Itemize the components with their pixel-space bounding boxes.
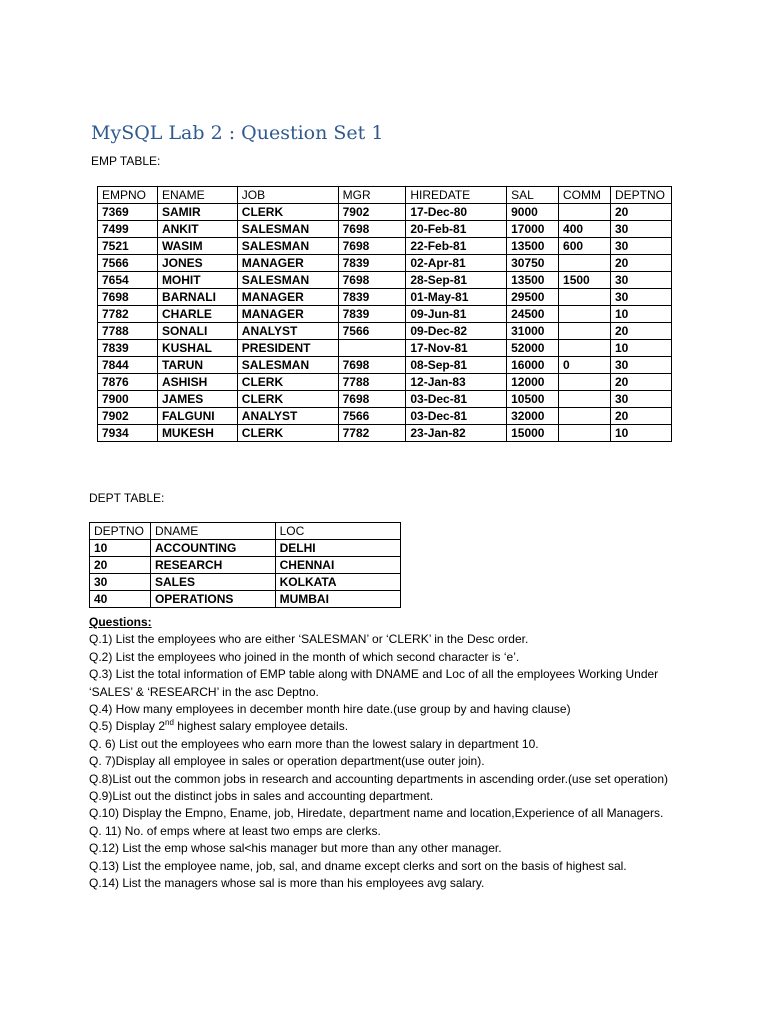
emp-table-cell: 52000 <box>507 340 559 357</box>
emp-header-row <box>98 187 672 204</box>
dept-table-row <box>90 574 401 591</box>
question-text: Q.14) List the managers whose sal is more than his employees avg salary. <box>89 876 485 891</box>
emp-table-cell: 03-Dec-81 <box>406 391 507 408</box>
emp-table-cell: 7369 <box>98 204 158 221</box>
dept-table-cell: 10 <box>90 540 151 557</box>
emp-table-cell: 12-Jan-83 <box>406 374 507 391</box>
question-text-rest: highest salary employee details. <box>173 719 349 734</box>
emp-header-cell: EMPNO <box>98 187 158 204</box>
emp-table-cell: 01-May-81 <box>406 289 507 306</box>
emp-table-cell: 7900 <box>98 391 158 408</box>
dept-table-row <box>90 540 401 557</box>
emp-table-cell: 10500 <box>507 391 559 408</box>
emp-header-cell: DEPTNO <box>610 187 671 204</box>
emp-table-cell: 10 <box>610 425 671 442</box>
emp-table-cell: 30 <box>610 272 671 289</box>
emp-table-cell: 7499 <box>98 221 158 238</box>
question-item <box>89 858 679 875</box>
emp-table-row <box>98 323 672 340</box>
emp-table-cell: 7566 <box>98 255 158 272</box>
emp-table-cell <box>559 425 611 442</box>
emp-table-cell: 7839 <box>338 255 406 272</box>
emp-table-cell: 0 <box>559 357 611 374</box>
question-item <box>89 753 679 770</box>
question-item <box>89 701 679 718</box>
emp-header-cell: HIREDATE <box>406 187 507 204</box>
ordinal-suffix: nd <box>165 718 174 728</box>
emp-table-cell: 7566 <box>338 323 406 340</box>
dept-table-cell: ACCOUNTING <box>150 540 275 557</box>
emp-table-row <box>98 357 672 374</box>
emp-table-row <box>98 425 672 442</box>
emp-table-cell: 13500 <box>507 238 559 255</box>
emp-table-cell: 09-Jun-81 <box>406 306 507 323</box>
emp-table-cell: 17-Nov-81 <box>406 340 507 357</box>
emp-table-cell: 7698 <box>98 289 158 306</box>
emp-table-cell: CLERK <box>237 204 338 221</box>
emp-table-cell: WASIM <box>157 238 237 255</box>
dept-table-row <box>90 591 401 608</box>
dept-table-cell: MUMBAI <box>275 591 400 608</box>
emp-table-cell: 7902 <box>338 204 406 221</box>
emp-table-cell: 30 <box>610 238 671 255</box>
emp-table-cell: SALESMAN <box>237 357 338 374</box>
emp-table-cell: 30 <box>610 289 671 306</box>
emp-table-cell: 30 <box>610 221 671 238</box>
emp-table-cell: 600 <box>559 238 611 255</box>
dept-table-cell: SALES <box>150 574 275 591</box>
emp-table-row <box>98 238 672 255</box>
emp-table-cell: 29500 <box>507 289 559 306</box>
dept-table-cell: KOLKATA <box>275 574 400 591</box>
question-text: Q. 6) List out the employees who earn more than the lowest salary in department 10. <box>89 736 539 751</box>
emp-table-cell: CLERK <box>237 391 338 408</box>
emp-table-cell: SALESMAN <box>237 272 338 289</box>
question-text: Q.5) Display 2 <box>89 719 166 734</box>
emp-table-row <box>98 289 672 306</box>
emp-table-cell: 7521 <box>98 238 158 255</box>
question-text: Q.9)List out the distinct jobs in sales and accounting department. <box>89 789 434 804</box>
emp-table-cell: 22-Feb-81 <box>406 238 507 255</box>
emp-table-cell: 7698 <box>338 238 406 255</box>
emp-table-cell: CLERK <box>237 425 338 442</box>
emp-table-cell: CLERK <box>237 374 338 391</box>
emp-table-cell: 7902 <box>98 408 158 425</box>
dept-table-cell: OPERATIONS <box>150 591 275 608</box>
emp-header-cell: JOB <box>237 187 338 204</box>
emp-table-cell: 30 <box>610 391 671 408</box>
question-item <box>89 736 679 753</box>
question-item <box>89 631 679 648</box>
dept-header-row <box>90 523 401 540</box>
questions-heading: Questions: <box>89 615 152 629</box>
question-text: Q.10) Display the Empno, Ename, job, Hiredate, department name and location,Experience of all Managers. <box>89 806 664 821</box>
emp-table-cell: MANAGER <box>237 289 338 306</box>
dept-table-cell: 20 <box>90 557 151 574</box>
emp-table-cell: 20 <box>610 255 671 272</box>
emp-header-cell: MGR <box>338 187 406 204</box>
emp-table-cell: 7698 <box>338 391 406 408</box>
question-text: Q.4) How many employees in december month hire date.(use group by and having clause) <box>89 702 571 717</box>
emp-table-row <box>98 408 672 425</box>
emp-table-cell: SONALI <box>157 323 237 340</box>
question-item <box>89 771 679 788</box>
emp-table-cell: 16000 <box>507 357 559 374</box>
emp-table-cell <box>559 289 611 306</box>
emp-table-row <box>98 340 672 357</box>
emp-table-row <box>98 204 672 221</box>
emp-table-cell: 20 <box>610 204 671 221</box>
emp-table <box>97 186 672 442</box>
question-text: Q.12) List the emp whose sal<his manager but more than any other manager. <box>89 841 502 856</box>
emp-table-cell: 09-Dec-82 <box>406 323 507 340</box>
emp-table-cell: 7788 <box>338 374 406 391</box>
emp-table-cell: 20 <box>610 408 671 425</box>
emp-table-cell: ANALYST <box>237 323 338 340</box>
emp-table-cell: 32000 <box>507 408 559 425</box>
emp-table-cell: 10 <box>610 306 671 323</box>
dept-table-cell: 30 <box>90 574 151 591</box>
emp-table-cell: 24500 <box>507 306 559 323</box>
emp-table-cell: 10 <box>610 340 671 357</box>
emp-table-cell: SALESMAN <box>237 238 338 255</box>
emp-table-cell: ANALYST <box>237 408 338 425</box>
emp-header-cell: COMM <box>559 187 611 204</box>
dept-header-cell: DNAME <box>150 523 275 540</box>
emp-table-cell: 03-Dec-81 <box>406 408 507 425</box>
emp-table-row <box>98 221 672 238</box>
emp-table-cell: 15000 <box>507 425 559 442</box>
dept-table-label: DEPT TABLE: <box>89 491 165 505</box>
question-text: Q.8)List out the common jobs in research and accounting departments in ascending order.(use set operation) <box>89 771 668 786</box>
emp-table-row <box>98 255 672 272</box>
question-text: Q.1) List the employees who are either ‘SALESMAN’ or ‘CLERK’ in the Desc order. <box>89 632 529 647</box>
emp-table-cell <box>559 374 611 391</box>
question-item <box>89 666 679 701</box>
emp-table-cell: 20 <box>610 323 671 340</box>
emp-table-cell: 20-Feb-81 <box>406 221 507 238</box>
emp-table-cell: JONES <box>157 255 237 272</box>
emp-table-cell: ANKIT <box>157 221 237 238</box>
emp-table-cell: 7934 <box>98 425 158 442</box>
question-item <box>89 840 679 857</box>
emp-table-cell: MUKESH <box>157 425 237 442</box>
emp-table-cell: FALGUNI <box>157 408 237 425</box>
emp-table-cell: 13500 <box>507 272 559 289</box>
dept-table <box>89 522 401 608</box>
emp-table-cell: CHARLE <box>157 306 237 323</box>
emp-table-cell: MANAGER <box>237 306 338 323</box>
emp-table-cell: 31000 <box>507 323 559 340</box>
question-item <box>89 805 679 822</box>
emp-table-cell <box>559 255 611 272</box>
emp-table-cell: 1500 <box>559 272 611 289</box>
question-item <box>89 718 679 735</box>
emp-table-cell: MOHIT <box>157 272 237 289</box>
emp-table-cell: 7782 <box>98 306 158 323</box>
question-text: Q.3) List the total information of EMP table along with DNAME and Loc of all the employees Working Under ‘SALES’ & ‘RESEARCH’ in the asc Deptno. <box>89 667 659 699</box>
emp-table-cell: 23-Jan-82 <box>406 425 507 442</box>
emp-table-cell: ASHISH <box>157 374 237 391</box>
emp-table-cell: 7876 <box>98 374 158 391</box>
dept-header-cell: LOC <box>275 523 400 540</box>
question-item <box>89 875 679 892</box>
question-item <box>89 649 679 666</box>
questions-section <box>89 614 679 893</box>
emp-table-cell: 17-Dec-80 <box>406 204 507 221</box>
emp-table-cell: KUSHAL <box>157 340 237 357</box>
dept-table-cell: 40 <box>90 591 151 608</box>
dept-table-cell: CHENNAI <box>275 557 400 574</box>
emp-table-cell <box>559 306 611 323</box>
dept-table-cell: DELHI <box>275 540 400 557</box>
emp-table-cell: 7839 <box>98 340 158 357</box>
emp-table-cell <box>559 391 611 408</box>
question-item <box>89 788 679 805</box>
question-text: Q. 7)Display all employee in sales or operation department(use outer join). <box>89 754 485 769</box>
emp-table-cell: 30 <box>610 357 671 374</box>
question-text: Q.2) List the employees who joined in the month of which second character is ‘e’. <box>89 649 520 664</box>
emp-table-cell: BARNALI <box>157 289 237 306</box>
emp-table-cell: 7566 <box>338 408 406 425</box>
emp-table-cell: 7698 <box>338 357 406 374</box>
emp-table-cell <box>338 340 406 357</box>
emp-table-cell <box>559 340 611 357</box>
emp-table-cell: 02-Apr-81 <box>406 255 507 272</box>
emp-table-row <box>98 272 672 289</box>
emp-table-cell: 17000 <box>507 221 559 238</box>
emp-table-cell: 7844 <box>98 357 158 374</box>
emp-header-cell: SAL <box>507 187 559 204</box>
emp-table-cell: 400 <box>559 221 611 238</box>
emp-table-cell: 9000 <box>507 204 559 221</box>
dept-header-cell: DEPTNO <box>90 523 151 540</box>
dept-table-cell: RESEARCH <box>150 557 275 574</box>
emp-table-cell <box>559 323 611 340</box>
emp-table-cell: 12000 <box>507 374 559 391</box>
dept-table-row <box>90 557 401 574</box>
emp-table-cell <box>559 204 611 221</box>
emp-table-cell: 20 <box>610 374 671 391</box>
emp-table-row <box>98 306 672 323</box>
emp-table-cell: 28-Sep-81 <box>406 272 507 289</box>
question-item <box>89 823 679 840</box>
emp-table-cell: TARUN <box>157 357 237 374</box>
questions-list <box>89 631 679 892</box>
emp-table-cell: 7839 <box>338 306 406 323</box>
emp-table-cell: 7788 <box>98 323 158 340</box>
emp-table-cell: 7698 <box>338 221 406 238</box>
emp-table-cell: JAMES <box>157 391 237 408</box>
emp-table-cell: 7698 <box>338 272 406 289</box>
emp-table-cell <box>559 408 611 425</box>
emp-table-cell: 7654 <box>98 272 158 289</box>
emp-table-cell: PRESIDENT <box>237 340 338 357</box>
emp-header-cell: ENAME <box>157 187 237 204</box>
emp-table-cell: SAMIR <box>157 204 237 221</box>
emp-table-cell: MANAGER <box>237 255 338 272</box>
emp-table-cell: SALESMAN <box>237 221 338 238</box>
emp-table-cell: 08-Sep-81 <box>406 357 507 374</box>
question-text: Q.13) List the employee name, job, sal, and dname except clerks and sort on the basis of highest sal. <box>89 858 627 873</box>
page-title: MySQL Lab 2 : Question Set 1 <box>91 122 384 144</box>
emp-table-cell: 7839 <box>338 289 406 306</box>
question-text: Q. 11) No. of emps where at least two emps are clerks. <box>89 823 381 838</box>
emp-table-cell: 7782 <box>338 425 406 442</box>
emp-table-row <box>98 374 672 391</box>
emp-table-cell: 30750 <box>507 255 559 272</box>
emp-table-row <box>98 391 672 408</box>
emp-table-label: EMP TABLE: <box>91 154 161 168</box>
